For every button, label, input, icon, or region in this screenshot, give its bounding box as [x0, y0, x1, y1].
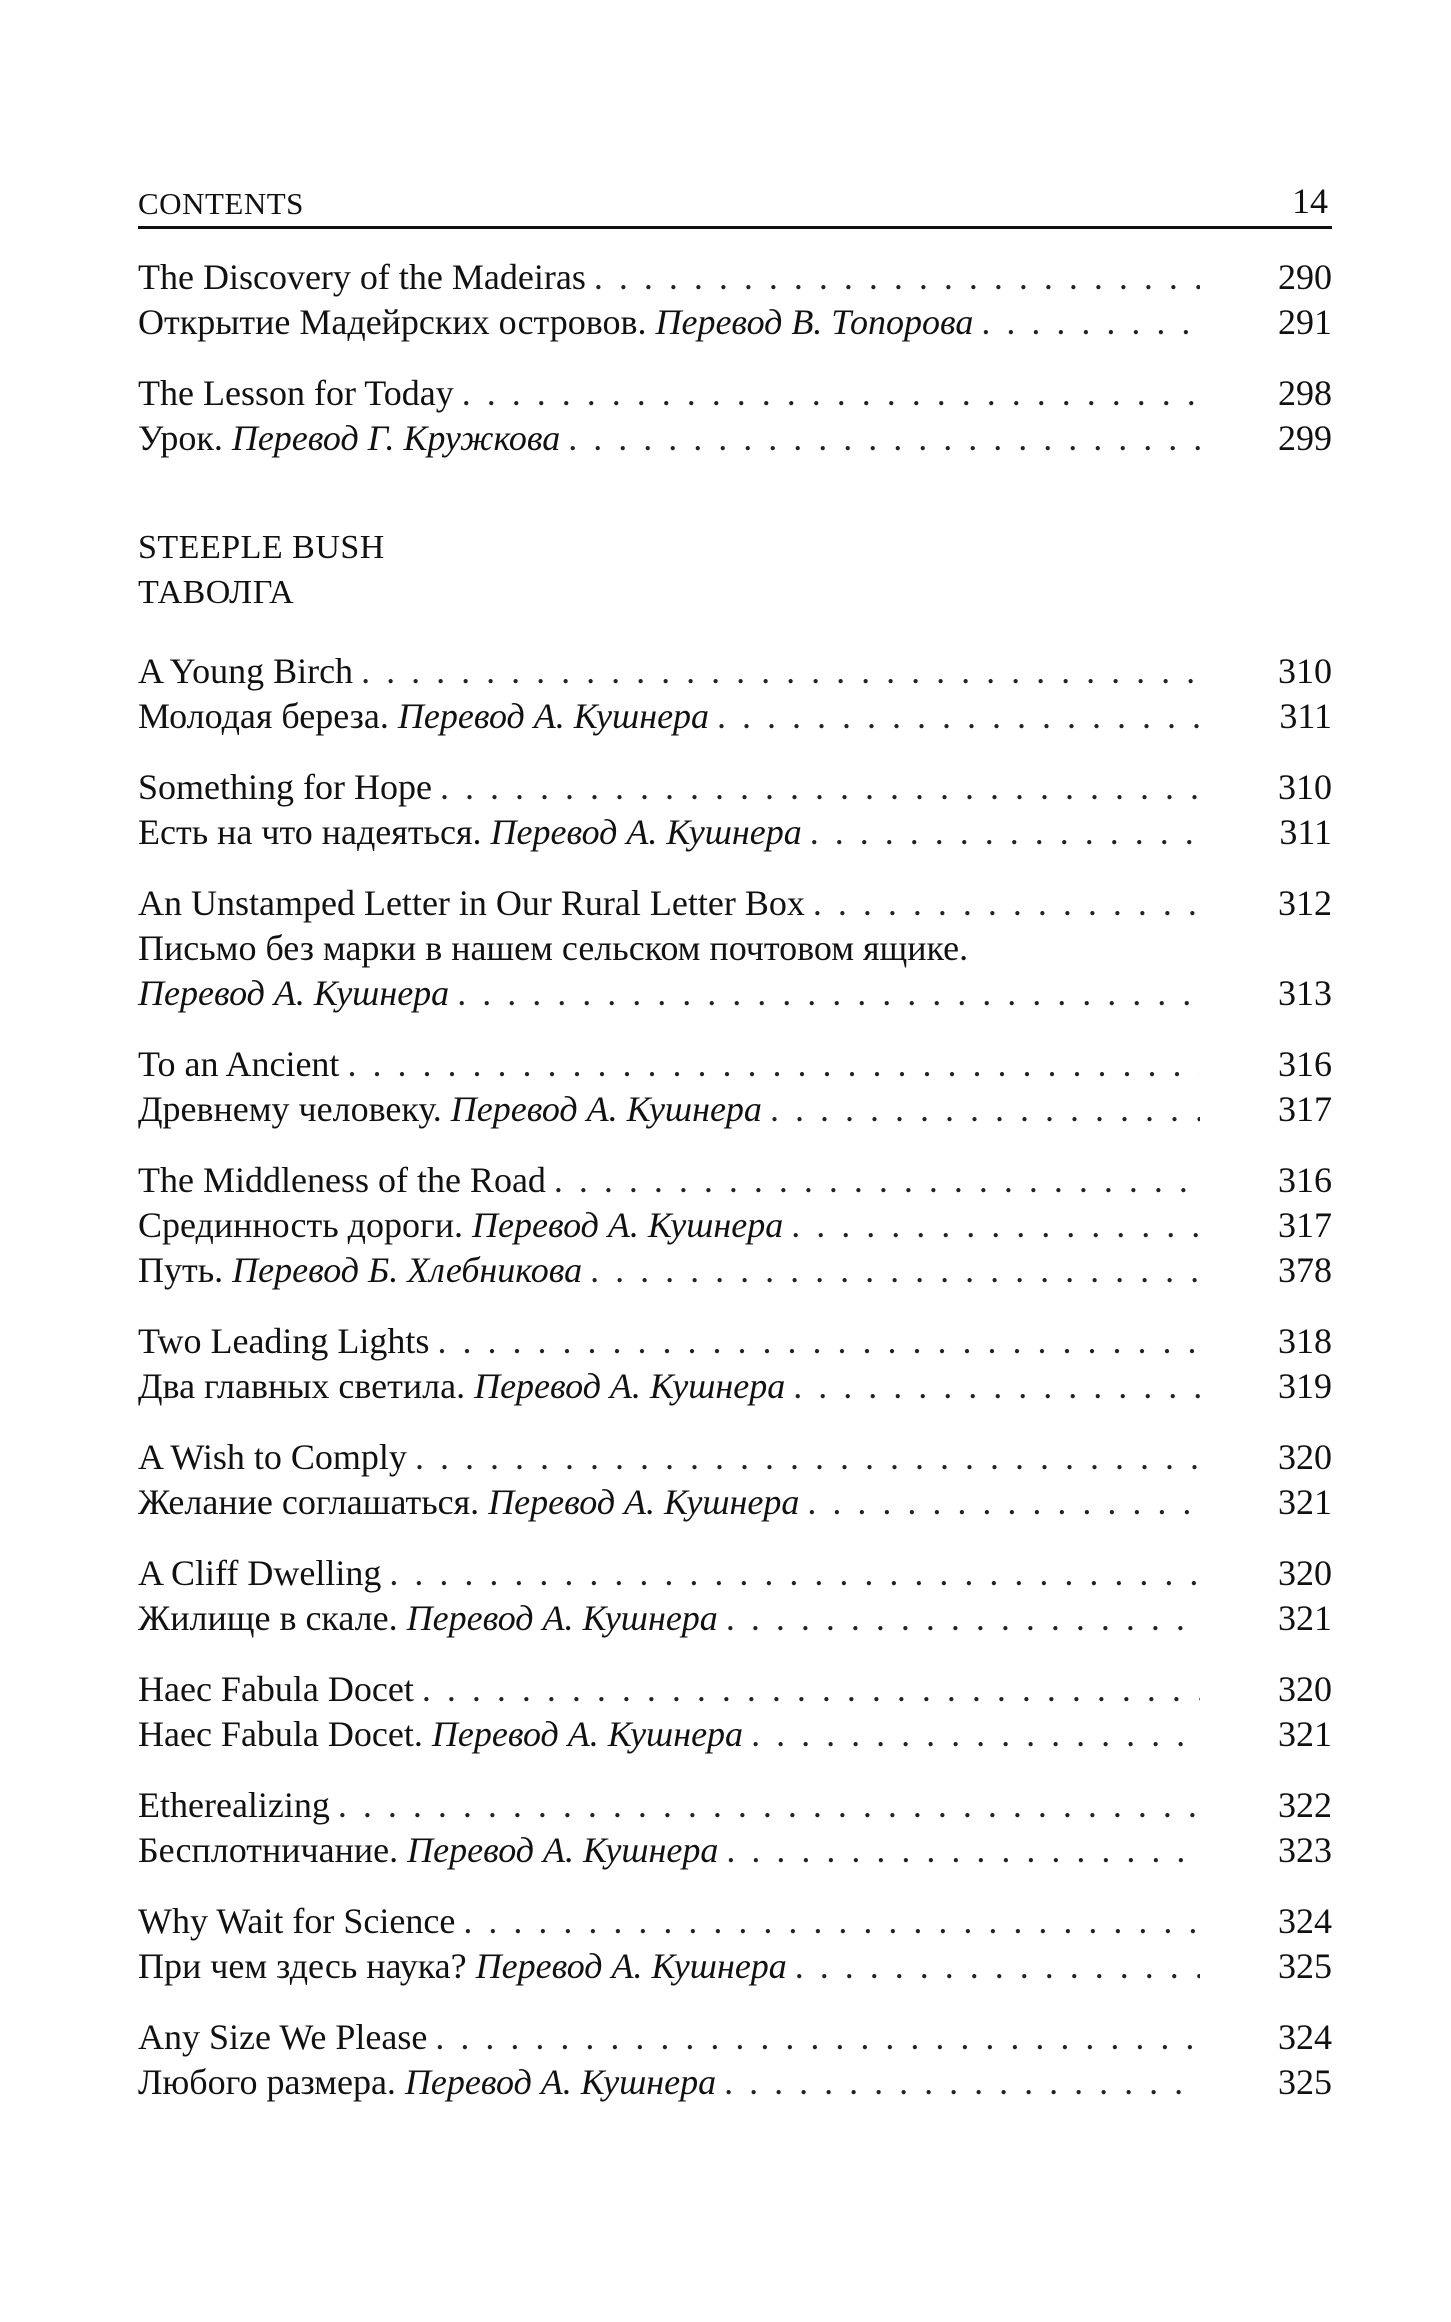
toc-entry-translator: Перевод А. Кушнера	[138, 973, 450, 1013]
toc-entry	[138, 1248, 1332, 1293]
toc-groups-before-section	[138, 255, 1332, 461]
toc-entry-title-text: Why Wait for Science	[138, 1901, 456, 1941]
toc-entry-title-text: An Unstamped Letter in Our Rural Letter Box	[138, 883, 805, 923]
toc-entry	[138, 694, 1332, 739]
toc-entry-page: 299	[1278, 418, 1332, 458]
toc-entry-group	[138, 1667, 1332, 1757]
toc-entry-group	[138, 1435, 1332, 1525]
dot-leader	[751, 1712, 1200, 1757]
toc-entry-page: 310	[1278, 767, 1332, 807]
toc-entry-title	[138, 1319, 429, 1364]
toc-entry	[138, 2060, 1332, 2105]
toc-entry-translator: Перевод Г. Кружкова	[231, 418, 561, 458]
toc-entry-page: 318	[1278, 1321, 1332, 1361]
toc-entry	[138, 300, 1332, 345]
toc-entry-title	[138, 1087, 762, 1132]
toc-entry	[138, 1667, 1332, 1712]
contents-page	[138, 178, 1332, 2105]
toc-entry-translator: Перевод А. Кушнера	[397, 696, 710, 736]
toc-entry-title-text: The Discovery of the Madeiras	[138, 257, 586, 297]
dot-leader	[810, 810, 1200, 855]
dot-leader	[724, 2060, 1200, 2105]
toc-entry-page: 316	[1278, 1044, 1332, 1084]
toc-entry-translator: Перевод А. Кушнера	[490, 812, 802, 852]
toc-entry-title	[138, 371, 454, 416]
toc-entry-title	[138, 1480, 799, 1525]
toc-entry-title-text: The Lesson for Today	[138, 373, 454, 413]
toc-entry-group	[138, 1551, 1332, 1641]
toc-entry-title-text: A Cliff Dwelling	[138, 1553, 382, 1593]
toc-entry-page: 311	[1279, 696, 1332, 736]
toc-entry-group	[138, 255, 1332, 345]
dot-leader	[568, 416, 1200, 461]
toc-entry	[138, 881, 1332, 926]
dot-leader	[807, 1480, 1200, 1525]
toc-entry	[138, 1899, 1332, 1944]
toc-entry-title	[138, 1551, 381, 1596]
toc-entry	[138, 1087, 1332, 1132]
toc-entry-page: 320	[1278, 1437, 1332, 1477]
toc-entry	[138, 1596, 1332, 1641]
dot-leader	[415, 1435, 1200, 1480]
toc-entry-page: 325	[1278, 2062, 1332, 2102]
dot-leader	[770, 1087, 1200, 1132]
dot-leader	[462, 371, 1200, 416]
toc-entry-title	[138, 649, 353, 694]
dot-leader	[981, 300, 1200, 345]
toc-entry-group	[138, 1319, 1332, 1409]
running-header	[138, 178, 1332, 229]
dot-leader	[338, 1783, 1200, 1828]
toc-entry-title	[138, 1248, 582, 1293]
toc-entry	[138, 416, 1332, 461]
toc-entry	[138, 2015, 1332, 2060]
toc-entry-title	[138, 765, 432, 810]
toc-entry-page: 312	[1278, 883, 1332, 923]
toc-entry	[138, 1551, 1332, 1596]
toc-entry-title	[138, 416, 560, 461]
dot-leader	[347, 1042, 1200, 1087]
toc-entry-group	[138, 649, 1332, 739]
toc-entry-title-text: The Middleness of the Road	[138, 1160, 546, 1200]
toc-entry-title-text: Etherealizing	[138, 1785, 330, 1825]
toc-entry	[138, 1712, 1332, 1757]
toc-entry-title	[138, 1899, 455, 1944]
toc-entry-title-text: Срединность дороги.	[138, 1205, 473, 1245]
toc-entry-page: 311	[1279, 812, 1332, 852]
toc-entry	[138, 1828, 1332, 1873]
toc-entry-page: 322	[1278, 1785, 1332, 1825]
toc-entry	[138, 810, 1332, 855]
toc-entry-page: 310	[1278, 651, 1332, 691]
toc-entry-translator: Перевод А. Кушнера	[475, 1946, 787, 1986]
toc-entry-page: 317	[1278, 1205, 1332, 1245]
toc-entry-title-text: Бесплотничание.	[138, 1830, 408, 1870]
toc-entry-title-text: Something for Hope	[138, 767, 432, 807]
header-page-number: 14	[1292, 181, 1328, 221]
toc-entry-title-text: Желание соглашаться.	[138, 1482, 489, 1522]
dot-leader	[726, 1596, 1200, 1641]
toc-entry	[138, 765, 1332, 810]
toc-entry-translator: Перевод А. Кушнера	[404, 2062, 717, 2102]
toc-entry-title	[138, 1042, 339, 1087]
toc-entry-title-text: Два главных светила.	[138, 1366, 475, 1406]
toc-entry-title-text: Путь.	[138, 1250, 233, 1290]
toc-entry-title-text: Древнему человеку.	[138, 1089, 451, 1129]
toc-entry-title	[138, 881, 805, 926]
toc-groups-steeple-bush	[138, 649, 1332, 2105]
toc-entry-page: 321	[1278, 1598, 1332, 1638]
toc-entry-title	[138, 1667, 414, 1712]
toc-entry-title-text: Открытие Мадейрских островов.	[138, 302, 656, 342]
dot-leader	[463, 1899, 1200, 1944]
toc-entry-title-text: Жилище в скале.	[138, 1598, 407, 1638]
toc-entry-translator: Перевод Б. Хлебникова	[232, 1250, 583, 1290]
dot-leader	[437, 1319, 1200, 1364]
toc-entry-title	[138, 2015, 427, 2060]
toc-entry-group	[138, 1158, 1332, 1293]
dot-leader	[717, 694, 1200, 739]
toc-entry-page: 323	[1278, 1830, 1332, 1870]
toc-entry-title	[138, 1783, 330, 1828]
toc-entry-title	[138, 1712, 743, 1757]
dot-leader	[440, 765, 1200, 810]
toc-entry-group	[138, 1783, 1332, 1873]
toc-entry-title	[138, 1158, 546, 1203]
toc-entry-page: 321	[1278, 1482, 1332, 1522]
toc-entry-title-text: При чем здесь наука?	[138, 1946, 476, 1986]
section-title-ru: ТАВОЛГА	[138, 574, 295, 611]
dot-leader	[361, 649, 1200, 694]
toc-entry-page: 298	[1278, 373, 1332, 413]
toc-entry	[138, 1319, 1332, 1364]
toc-entry-title	[138, 810, 802, 855]
dot-leader	[590, 1248, 1200, 1293]
toc-entry	[138, 371, 1332, 416]
toc-entry-translator: Перевод А. Кушнера	[474, 1366, 786, 1406]
toc-entry-page: 319	[1278, 1366, 1332, 1406]
toc-entry-group	[138, 2015, 1332, 2105]
toc-entry-page: 324	[1278, 2017, 1332, 2057]
dot-leader	[813, 881, 1200, 926]
toc-entry-title	[138, 694, 709, 739]
toc-entry-translator: Перевод В. Топорова	[655, 302, 974, 342]
dot-leader	[422, 1667, 1200, 1712]
toc-entry-title	[138, 300, 973, 345]
toc-entry-page: 317	[1278, 1089, 1332, 1129]
toc-entry-title-text: Любого размера.	[138, 2062, 405, 2102]
toc-entry-group	[138, 371, 1332, 461]
toc-entry	[138, 1944, 1332, 1989]
toc-entry-title-text: Есть на что надеяться.	[138, 812, 491, 852]
section-heading	[138, 525, 1332, 615]
toc-entry-translator: Перевод А. Кушнера	[472, 1205, 784, 1245]
dot-leader	[726, 1828, 1200, 1873]
toc-entry	[138, 1042, 1332, 1087]
toc-entry-page: 290	[1278, 257, 1332, 297]
toc-entry-translator: Перевод А. Кушнера	[450, 1089, 762, 1129]
toc-entry-translator: Перевод А. Кушнера	[406, 1598, 718, 1638]
toc-entry-title	[138, 255, 586, 300]
toc-entry-page: 325	[1278, 1946, 1332, 1986]
toc-entry-title-text: A Wish to Comply	[138, 1437, 407, 1477]
section-title-en: STEEPLE BUSH	[138, 529, 385, 566]
toc-entry-title-text: Two Leading Lights	[138, 1321, 430, 1361]
toc-entry-page: 313	[1278, 973, 1332, 1013]
toc-entry	[138, 649, 1332, 694]
toc-entry-title	[138, 1596, 718, 1641]
toc-entry-group	[138, 765, 1332, 855]
dot-leader	[457, 971, 1200, 1016]
toc-entry-title-text: Any Size We Please	[138, 2017, 428, 2057]
dot-leader	[554, 1158, 1200, 1203]
toc-entry-group	[138, 881, 1332, 1016]
toc-entry-group	[138, 1899, 1332, 1989]
toc-entry-title-wrap: Письмо без марки в нашем сельском почтовом ящике.	[138, 928, 969, 968]
toc-entry-title	[138, 1364, 785, 1409]
toc-entry-title-text: Урок.	[138, 418, 232, 458]
dot-leader	[389, 1551, 1200, 1596]
toc-entry	[138, 1158, 1332, 1203]
toc-entry-page: 320	[1278, 1669, 1332, 1709]
toc-entry-translator: Перевод А. Кушнера	[431, 1714, 744, 1754]
toc-entry	[138, 1435, 1332, 1480]
toc-entry	[138, 1783, 1332, 1828]
toc-entry-page: 320	[1278, 1553, 1332, 1593]
toc-entry-translator: Перевод А. Кушнера	[488, 1482, 800, 1522]
toc-entry-title	[138, 1944, 787, 1989]
toc-entry-page: 291	[1278, 302, 1332, 342]
toc-entry	[138, 255, 1332, 300]
toc-entry	[138, 971, 1332, 1016]
toc-entry-title	[138, 1203, 783, 1248]
toc-entry-translator: Перевод А. Кушнера	[407, 1830, 719, 1870]
dot-leader	[791, 1203, 1200, 1248]
toc-entry-title-text: Молодая береза.	[138, 696, 398, 736]
toc-entry-page: 378	[1278, 1250, 1332, 1290]
header-title: CONTENTS	[138, 186, 304, 221]
toc-entry-title-text: To an Ancient	[138, 1044, 340, 1084]
toc-entry-title	[138, 1435, 407, 1480]
toc-entry-title-text: A Young Birch	[138, 651, 354, 691]
dot-leader	[435, 2015, 1200, 2060]
toc-entry-group	[138, 1042, 1332, 1132]
toc-entry-page: 316	[1278, 1160, 1332, 1200]
toc-entry-title	[138, 971, 449, 1016]
toc-entry-title-text: Haec Fabula Docet.	[138, 1714, 432, 1754]
dot-leader	[793, 1364, 1200, 1409]
toc-entry-page: 324	[1278, 1901, 1332, 1941]
toc-entry	[138, 1480, 1332, 1525]
toc-entry-title	[138, 1828, 718, 1873]
toc-entry-page: 321	[1278, 1714, 1332, 1754]
dot-leader	[795, 1944, 1200, 1989]
toc-entry-title	[138, 2060, 716, 2105]
toc-entry	[138, 1203, 1332, 1248]
dot-leader	[594, 255, 1200, 300]
toc-entry	[138, 1364, 1332, 1409]
toc-entry-title-text: Haec Fabula Docet	[138, 1669, 414, 1709]
